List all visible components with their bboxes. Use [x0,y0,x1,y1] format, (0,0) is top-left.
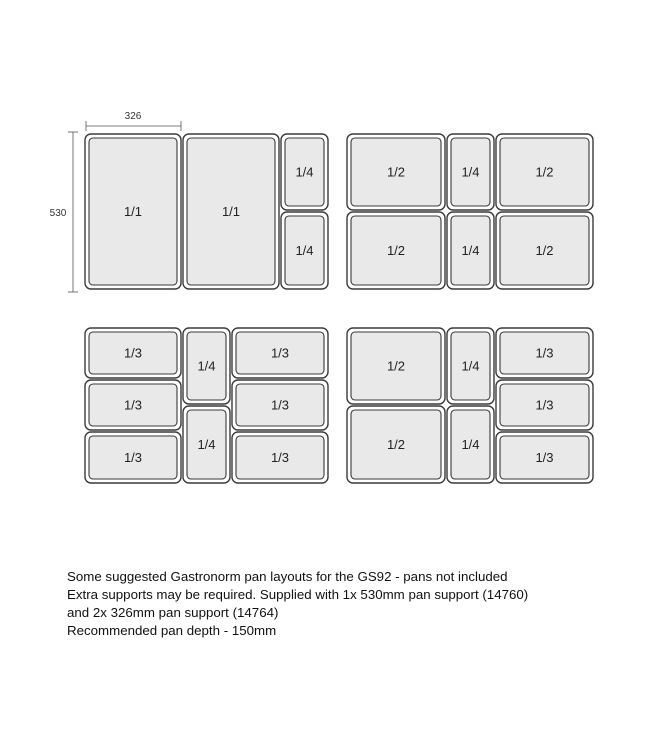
height-dimension-label: 530 [49,208,67,219]
pan [183,406,230,483]
pan [232,380,328,430]
pan [447,212,494,289]
pan-label: 1/3 [123,397,143,413]
pan-label: 1/2 [386,243,406,258]
pan [347,134,445,210]
pan [347,212,445,289]
pan-label: 1/3 [270,397,290,413]
pan-label: 1/3 [535,345,554,361]
caption [67,568,627,640]
pan-label: 1/2 [386,164,406,180]
pan [85,134,181,289]
pan [347,406,445,483]
pan-label: 1/4 [461,164,480,180]
pan-label: 1/3 [535,397,554,413]
pan-label: 1/2 [535,243,554,258]
height-dimension [50,132,78,292]
pan [347,328,445,404]
pan [447,328,494,404]
caption-line: and 2x 326mm pan support (14764) [67,605,279,620]
pan [183,328,230,404]
pan [496,134,593,210]
pan [85,328,181,378]
pan-label: 1/4 [295,243,314,258]
pan-label: 1/4 [295,164,314,180]
pan [281,212,328,289]
pan-label: 1/3 [123,450,143,465]
pan [496,328,593,378]
layout-3 [85,328,328,483]
pan [232,432,328,483]
pan [496,380,593,430]
caption-line: Some suggested Gastronorm pan layouts for the GS92 - pans not included [67,569,508,584]
pan-label: 1/1 [221,204,241,219]
pan [447,134,494,210]
pan-label: 1/3 [535,450,554,465]
width-dimension [86,111,181,131]
pan-label: 1/3 [123,345,143,361]
pan [447,406,494,483]
pan-label: 1/4 [461,437,480,452]
pan [183,134,279,289]
pan [496,212,593,289]
pan-label: 1/4 [197,358,216,374]
pan [496,432,593,483]
layout-4 [347,328,593,483]
pan [232,328,328,378]
caption-line: Recommended pan depth - 150mm [67,623,277,638]
pan-label: 1/2 [386,437,406,452]
width-dimension-label: 326 [124,111,142,122]
layout-2 [347,134,593,289]
caption-line: Extra supports may be required. Supplied with 1x 530mm pan support (14760) [67,587,529,602]
layout-1 [85,134,328,289]
pan-label: 1/2 [386,358,406,374]
pan-label: 1/1 [123,204,143,219]
pan [85,380,181,430]
pan-label: 1/4 [461,243,480,258]
pan [281,134,328,210]
pan-label: 1/3 [270,450,290,465]
pan-label: 1/3 [270,345,290,361]
pan [85,432,181,483]
pan-label: 1/4 [197,437,216,452]
pan-label: 1/2 [535,164,554,180]
pan-label: 1/4 [461,358,480,374]
